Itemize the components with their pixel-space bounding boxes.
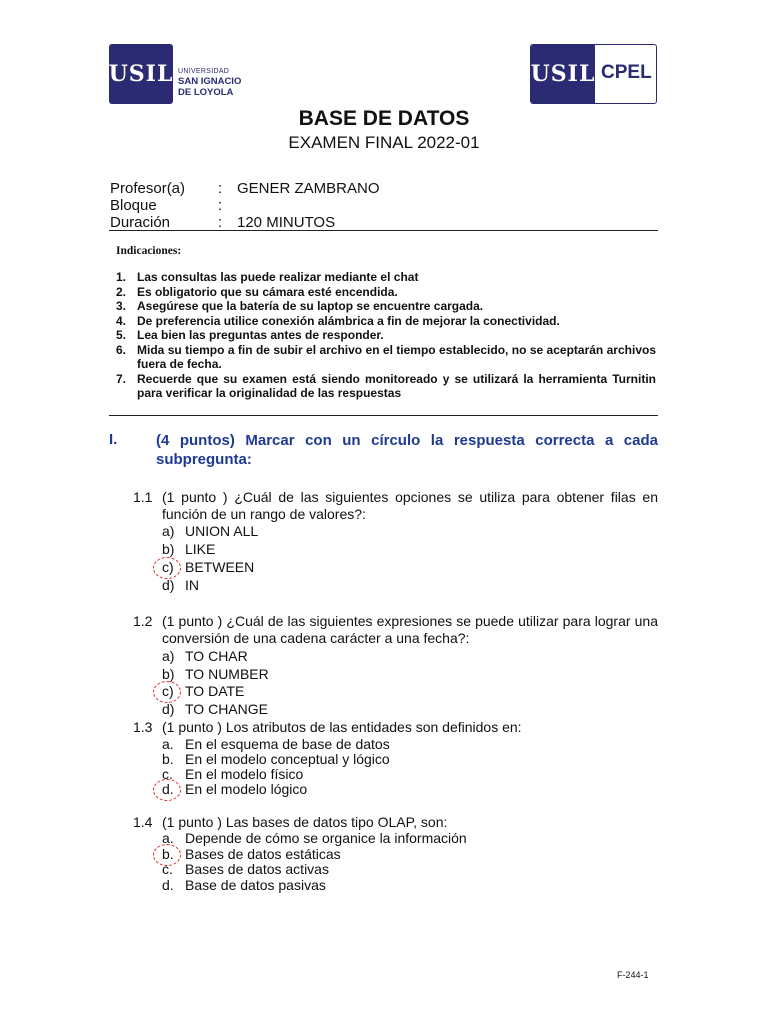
info-colon: : — [218, 214, 223, 231]
option-text: Depende de cómo se organice la información — [185, 830, 467, 846]
option-letter: a) — [162, 648, 175, 664]
indication-text: Es obligatorio que su cámara esté encendida. — [137, 284, 398, 299]
exam-subtitle: EXAMEN FINAL 2022-01 — [288, 133, 480, 152]
indication-number: 1. — [116, 270, 127, 284]
cpel-logo-mark: USIL — [531, 45, 595, 103]
indication-number: 7. — [116, 371, 127, 386]
option-letter: a. — [162, 736, 174, 752]
question-text: (1 punto ) ¿Cuál de las siguientes opciones se utiliza para obtener filas en función de un rango de valores?: — [162, 489, 658, 522]
answer-circle-mark — [153, 681, 181, 703]
option-letter: d. — [162, 877, 174, 893]
indication-text: Las consultas las puede realizar mediante el chat — [137, 270, 419, 284]
indication-item — [116, 270, 656, 285]
indication-text: Mida su tiempo a fin de subir el archivo en el tiempo establecido, no se aceptarán archivos fuera de fecha. — [137, 342, 656, 371]
option-text: LIKE — [185, 541, 216, 557]
indication-number: 4. — [116, 313, 127, 328]
option-text: En el modelo lógico — [185, 781, 308, 797]
usil-logo — [109, 44, 249, 104]
option-letter: b. — [162, 751, 174, 767]
usil-logo-mark: USIL — [109, 44, 173, 104]
option-letter: a) — [162, 523, 175, 539]
option-text: BETWEEN — [185, 559, 255, 575]
question-text: (1 punto ) Los atributos de las entidades son definidos en: — [162, 719, 522, 735]
usil-logo-text-line-1: UNIVERSIDAD — [178, 68, 230, 75]
indication-number: 2. — [116, 284, 127, 299]
indication-text: Asegúrese que la batería de su laptop se encuentre cargada. — [137, 299, 484, 313]
option-text: TO NUMBER — [185, 666, 269, 682]
indication-item — [116, 372, 656, 401]
divider-top — [109, 230, 658, 231]
info-label: Profesor(a) — [110, 180, 186, 197]
usil-logo-text-line-2: SAN IGNACIO — [178, 76, 242, 87]
question-number: 1.2 — [133, 613, 153, 629]
question-number: 1.1 — [133, 489, 153, 505]
question-text: (1 punto ) ¿Cuál de las siguientes expresiones se puede utilizar para lograr una conversión de una cadena carácter a una fecha?: — [162, 613, 658, 646]
form-code: F-244-1 — [617, 970, 649, 980]
option-letter: c. — [162, 766, 173, 782]
info-value: 120 MINUTOS — [237, 214, 336, 231]
cpel-logo — [530, 44, 657, 104]
section-number: I. — [109, 431, 118, 448]
option-text: En el modelo conceptual y lógico — [185, 751, 390, 767]
indication-text: Recuerde que su examen está siendo monitoreado y se utilizará la herramienta Turnitin para verificar la originalidad de las respuestas — [137, 371, 656, 400]
indications-title: Indicaciones: — [116, 245, 182, 257]
indication-item — [116, 314, 656, 329]
option-text: TO DATE — [185, 683, 245, 699]
answer-circle-mark — [153, 557, 181, 579]
option-text: Base de datos pasivas — [185, 877, 326, 893]
answer-circle-mark — [153, 844, 181, 866]
option-letter: b) — [162, 541, 175, 557]
option-text: IN — [185, 577, 199, 593]
option-letter: d) — [162, 577, 175, 593]
option-text: En el modelo físico — [185, 766, 304, 782]
answer-circle-mark — [153, 779, 181, 801]
cpel-logo-text: CPEL — [601, 62, 652, 83]
question-number: 1.3 — [133, 719, 153, 735]
info-label: Duración — [110, 214, 171, 231]
info-colon: : — [218, 180, 223, 197]
indication-text: De preferencia utilice conexión alámbrica a fin de mejorar la conectividad. — [137, 313, 560, 328]
option-text: UNION ALL — [185, 523, 259, 539]
indication-number: 5. — [116, 328, 127, 342]
info-label: Bloque — [110, 197, 157, 214]
indications-list — [116, 270, 656, 401]
indication-text: Lea bien las preguntas antes de responder. — [137, 328, 384, 342]
option-letter: c) — [162, 683, 174, 699]
option-letter: b. — [162, 846, 174, 862]
option-letter: c) — [162, 559, 174, 575]
indication-item — [116, 343, 656, 372]
usil-logo-text-line-3: DE LOYOLA — [178, 87, 234, 98]
option-text: TO CHANGE — [185, 701, 268, 717]
indication-item — [116, 299, 656, 314]
usil-logo-text — [178, 67, 258, 98]
option-letter: b) — [162, 666, 175, 682]
option-letter: a. — [162, 830, 174, 846]
info-colon: : — [218, 197, 223, 214]
option-text: Bases de datos estáticas — [185, 846, 341, 862]
option-text: En el esquema de base de datos — [185, 736, 390, 752]
indication-item — [116, 285, 656, 300]
exam-title: BASE DE DATOS — [298, 107, 470, 130]
option-text: Bases de datos activas — [185, 861, 329, 877]
option-letter: d) — [162, 701, 175, 717]
option-letter: c. — [162, 861, 173, 877]
indication-number: 3. — [116, 299, 127, 313]
info-value: GENER ZAMBRANO — [237, 180, 380, 197]
question-number: 1.4 — [133, 814, 153, 830]
indication-item — [116, 328, 656, 343]
divider-bottom — [109, 415, 658, 416]
indication-number: 6. — [116, 342, 127, 357]
option-letter: d. — [162, 781, 174, 797]
section-text: (4 puntos) Marcar con un círculo la respuesta correcta a cada subpregunta: — [156, 432, 658, 468]
question-text: (1 punto ) Las bases de datos tipo OLAP, son: — [162, 814, 448, 830]
option-text: TO CHAR — [185, 648, 248, 664]
